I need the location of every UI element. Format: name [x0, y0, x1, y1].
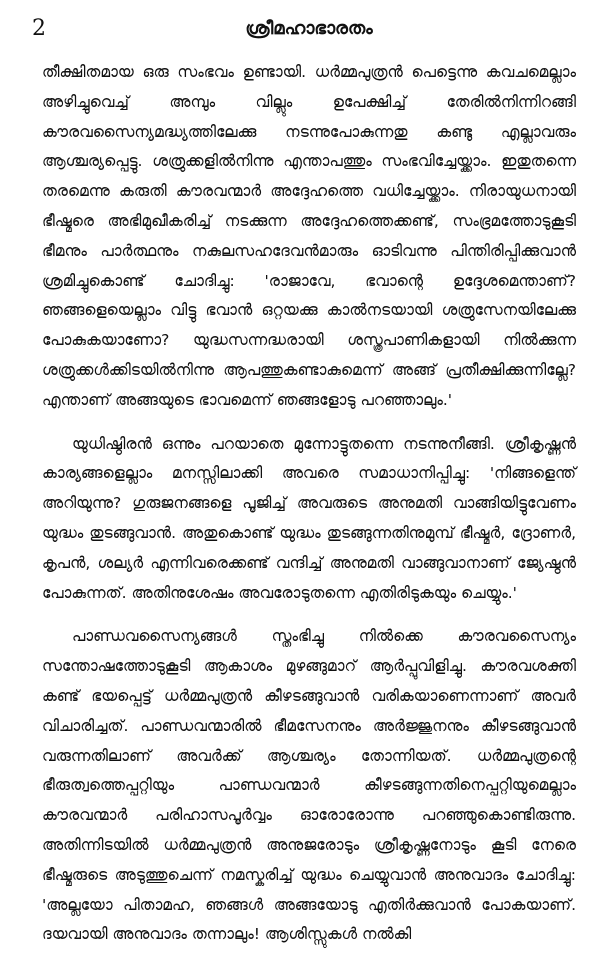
page-header	[32, 14, 576, 58]
running-title: ശ്രീമഹാഭാരതം	[245, 18, 373, 39]
page-number: 2	[32, 16, 46, 41]
paragraph: തീക്ഷിതമായ ഒരു സംഭവം ഉണ്ടായി. ധർമ്മപുത്രൻ പെട്ടെന്നു കവചമെല്ലാം അഴിച്ചുവെച്ച് അമ്പും വില്ലും ഉപേക്ഷിച്ച് തേരിൽനിന്നിറങ്ങി കൗരവസൈന്യമദ്ധ്യത്തിലേക്കു നടന്നുപോകുന്നതു കണ്ടു എല്ലാവരും ആശ്ചര്യപ്പെട്ടു. ശത്രുക്കളിൽനിന്നു എന്താപത്തും സംഭവിച്ചേയ്ക്കാം. ഇതുതന്നെ തരമെന്നു കരുതി കൗരവന്മാർ അദ്ദേഹത്തെ വധിച്ചേയ്ക്കാം. നിരായുധനായി ഭീഷ്മരെ അഭിമുഖീകരിച്ച് നടക്കുന്ന അദ്ദേഹത്തെക്കണ്ട്, സംഭ്രമത്തോടുകൂടി ഭീമനും പാർത്ഥനും നകുലസഹദേവൻമാരും ഓടിവന്നു പിന്തിരിപ്പിക്കുവാൻ ശ്രമിച്ചുകൊണ്ട് ചോദിച്ചു: 'രാജാവേ, ഭവാന്റെ ഉദ്ദേശമെന്താണ്? ഞങ്ങളെയെല്ലാം വിട്ടു ഭവാൻ ഒറ്റയക്കു കാൽനടയായി ശത്രുസേനയിലേക്കു പോകുകയാണോ? യുദ്ധസന്നദ്ധരായി ശസ്ത്രപാണികളായി നിൽക്കുന്ന ശത്രുക്കൾക്കിടയിൽനിന്നു ആപത്തുകണ്ടാകുമെന്ന് അങ്ങ് പ്രതീക്ഷിക്കുന്നില്ലേ? എന്താണ് അങ്ങയുടെ ഭാവമെന്ന് ഞങ്ങളോടു പറഞ്ഞാലും.'	[42, 63, 576, 409]
paragraph: യുധിഷ്ഠിരൻ ഒന്നും പറയാതെ മുന്നോട്ടുതന്നെ നടന്നുനീങ്ങി. ശ്രീകൃഷ്ണൻ കാര്യങ്ങളെല്ലാം മനസ്സിലാക്കി അവരെ സമാധാനിപ്പിച്ചു: 'നിങ്ങളെന്ത് അറിയുന്നു? ഗുരുജനങ്ങളെ പൂജിച്ച് അവരുടെ അനുമതി വാങ്ങിയിട്ടുവേണം യുദ്ധം തുടങ്ങുവാൻ. അതുകൊണ്ട് യുദ്ധം തുടങ്ങുന്നതിനുമുമ്പ് ഭീഷ്മർ, ദ്രോണർ, കൃപൻ, ശല്യർ എന്നിവരെക്കണ്ട് വന്ദിച്ച് അനുമതി വാങ്ങുവാനാണ് ജ്യേഷ്ഠൻ പോകുന്നത്. അതിനുശേഷം അവരോടുതന്നെ എതിരിടുകയും ചെയ്യും.'	[42, 434, 576, 602]
paragraph: പാണ്ഡവസൈന്യങ്ങൾ സ്തംഭിച്ചു നിൽക്കെ കൗരവസൈന്യം സന്തോഷത്തോടുകൂടി ആകാശം മുഴങ്ങുമാറ് ആർപ്പുവിളിച്ചു. കൗരവശക്തി കണ്ട് ഭയപ്പെട്ട് ധർമ്മപുത്രൻ കീഴടങ്ങുവാൻ വരികയാണെന്നാണ് അവർ വിചാരിച്ചത്. പാണ്ഡവന്മാരിൽ ഭീമസേനനും അർജ്ജുനനും കീഴടങ്ങുവാൻ വരുന്നതിലാണ് അവർക്ക് ആശ്ചര്യം തോന്നിയത്. ധർമ്മപുത്രന്റെ ഭീരുത്വത്തെപ്പറ്റിയും പാണ്ഡവന്മാർ കീഴടങ്ങുന്നതിനെപ്പറ്റിയുമെല്ലാം കൗരവന്മാർ പരിഹാസപൂർവ്വം ഓരോരോന്നു പറഞ്ഞുകൊണ്ടിരുന്നു. അതിന്നിടയിൽ ധർമ്മപുത്രൻ അനുജരോടും ശ്രീകൃഷ്ണനോടും കൂടി നേരെ ഭീഷ്മരുടെ അടുത്തുചെന്ന് നമസ്കരിച്ച് യുദ്ധം ചെയ്യുവാൻ അനുവാദം ചോദിച്ചു: 'അല്ലയോ പിതാമഹ, ഞങ്ങൾ അങ്ങയോടു എതിർക്കുവാൻ പോകയാണ്. ദയവായി അനുവാദം തന്നാലും! ആശിസ്സുകൾ നൽകി	[42, 627, 576, 944]
body-text	[42, 58, 576, 950]
